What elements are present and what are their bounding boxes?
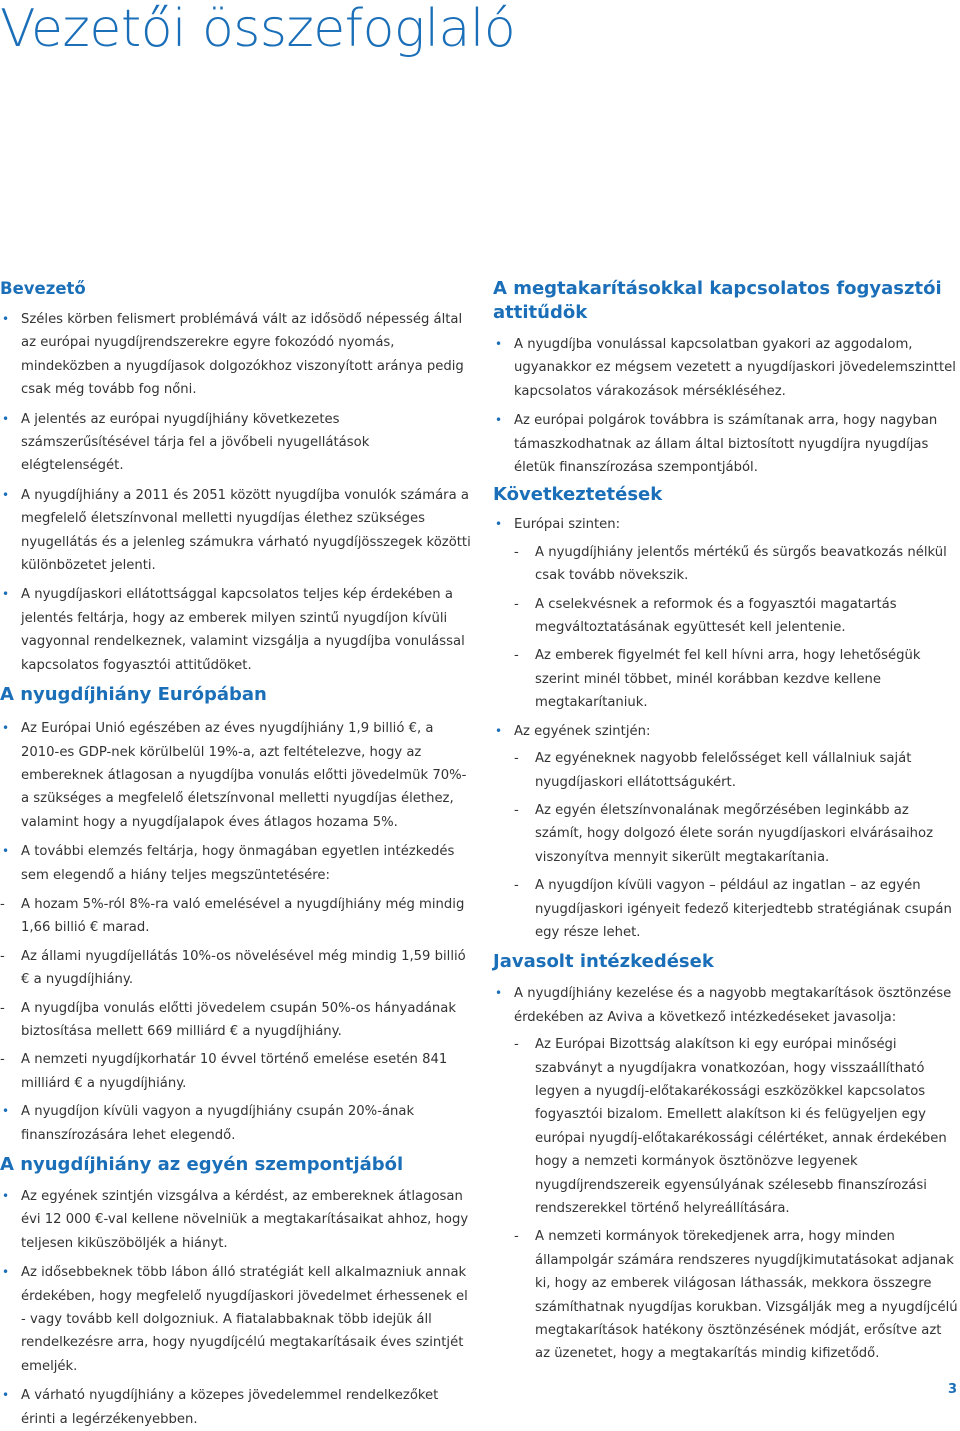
- page-number: 3: [947, 1382, 957, 1397]
- europa-list: [0, 717, 472, 1147]
- bullet-icon: •: [2, 487, 10, 502]
- right-column: [493, 277, 958, 1366]
- list-item: • Az idősebbeknek több lábon álló stratégiát kell alkalmazniuk annak érdekében, hogy megfelelő nyugdíjaskori jövedelmet érhessenek el - vagy tovább kell dolgozniuk. A fiatalabbaknak több idejük áll rendelkezésre arra, hogy nyugdíjcélú megtakarításaik éves szintjét emeljék.: [0, 1261, 472, 1378]
- sub-list-item: - A cselekvésnek a reformok és a fogyasztói magatartás megváltoztatásának együttesét kell jelentenie.: [514, 593, 958, 640]
- sub-list-item: - Az egyén életszínvonalának megőrzésében leginkább az számít, hogy dolgozó élete során nyugdíjaskori elvárásaihoz viszonyítva mennyit sikerült megtakarítania.: [514, 799, 958, 869]
- bullet-icon: •: [2, 1104, 10, 1119]
- dash-icon: -: [514, 596, 519, 612]
- list-item: • Az Európai Unió egészében az éves nyugdíjhiány 1,9 billió €, a 2010-es GDP-nek körülbelül 19%-a, azt feltételezve, hogy az embereknek átlagosan a nyugdíjba vonulás előtti jövedelmük 70%-a szükséges a megfelelő életszínvonal melletti nyugdíjas élethez, valamint hogy a nyugdíjalapok éves átlagos hozama 5%.: [0, 717, 472, 834]
- list-item: • A nyugdíjba vonulással kapcsolatban gyakori az aggodalom, ugyanakkor ez mégsem vezetett a nyugdíjaskori jövedelemszinttel kapcsolatos várakozások mérsékléséhez.: [493, 333, 958, 403]
- section-heading-egyen: A nyugdíjhiány az egyén szempontjából: [0, 1154, 404, 1175]
- bullet-icon: •: [2, 1189, 10, 1203]
- bullet-icon: •: [2, 587, 10, 602]
- sub-list-item: - A nyugdíjba vonulás előtti jövedelem csupán 50%-os hányadának biztosítása mellett 669 milliárd € a nyugdíjhiány.: [0, 997, 472, 1044]
- bullet-icon: •: [2, 721, 10, 736]
- sub-list-item: - Az Európai Bizottság alakítson ki egy európai minőségi szabványt a nyugdíjakra vonatkozóan, hogy visszaállítható legyen a nyugdíj-előtakarékossági eszközökkel kapcsolatos fogyasztói bizalom. Emellett alakítson ki és felügyeljen egy európai nyugdíj-előtakarékossági célértéket, annak érdekében hogy a nemzeti kormányok ösztönözve legyenek nyugdíjrendszereik egyensúlyának szélesebb finanszírozási rendszerekkel történő helyreállítására.: [514, 1033, 958, 1220]
- list-item: • A nyugdíjhiány a 2011 és 2051 között nyugdíjba vonulók számára a megfelelő életszínvonal melletti nyugdíjas élethez szükséges nyugellátás és a jelenleg számukra várható nyugdíjösszegek közötti különbözetet jelenti.: [0, 484, 472, 578]
- bullet-icon: •: [2, 1265, 10, 1280]
- dash-icon: -: [0, 896, 5, 912]
- dash-icon: -: [514, 802, 519, 818]
- sub-list-item: - A nemzeti nyugdíjkorhatár 10 évvel történő emelése esetén 841 milliárd € a nyugdíjhiány.: [0, 1048, 472, 1095]
- dash-icon: -: [514, 1037, 519, 1053]
- list-item: • A további elemzés feltárja, hogy önmagában egyetlen intézkedés sem elegendő a hiány teljes megszüntetésére: - A hozam 5%-ról 8%-ra való emelésével a nyugdíjhiány még mindig 1,66 billió € marad. - Az állami nyugdíjellátás 10%-os növelésével még mindig 1,59 billió € a nyugdíjhiány. - A nyugdíjba vonulás előtti jövedelem csupán 50%-os hányadának biztosítása mellett 669 milliárd € a nyugdíjhiány. - A nemzeti nyugdíjkorhatár 10 évvel történő emelése esetén 841 milliárd € a nyugdíjhiány.: [0, 840, 472, 1095]
- kovetkeztetesek-list: [493, 513, 958, 944]
- dash-icon: -: [514, 1229, 519, 1245]
- bullet-icon: •: [2, 312, 10, 326]
- list-item: • A nyugdíjaskori ellátottsággal kapcsolatos teljes kép érdekében a jelentés feltárja, hogy az emberek milyen szintű nyugdíjon kívüli vagyonnal rendelkeznek, valamint vizsgálja a nyugdíjba vonulással kapcsolatos fogyasztói attitűdöket.: [0, 583, 472, 677]
- section-heading-attitudes: A megtakarításokkal kapcsolatos fogyasztói attitűdök: [493, 278, 942, 323]
- left-column: [0, 277, 472, 1431]
- javasolt-sublist: [514, 1033, 958, 1366]
- bullet-icon: •: [495, 337, 503, 351]
- page-title: Vezetői összefoglaló: [0, 0, 516, 59]
- dash-icon: -: [0, 948, 5, 964]
- dash-icon: -: [514, 751, 519, 767]
- dash-icon: -: [514, 544, 519, 560]
- bullet-icon: •: [495, 723, 503, 738]
- bevezeto-list: [0, 308, 472, 677]
- list-item: • Európai szinten: - A nyugdíjhiány jelentős mértékű és sürgős beavatkozás nélkül csak tovább növekszik. - A cselekvésnek a reformok és a fogyasztói magatartás megváltoztatásának együttesét kell jelentenie. - Az emberek figyelmét fel kell hívni arra, hogy lehetőségük szerint minél többet, minél korábban kezdve kellene megtakarítaniuk.: [493, 513, 958, 714]
- dash-icon: -: [0, 1052, 5, 1068]
- list-item: • A nyugdíjon kívüli vagyon a nyugdíjhiány csupán 20%-ának finanszírozására lehet elegendő.: [0, 1100, 472, 1147]
- europa-sublist: [0, 893, 472, 1095]
- section-heading-europa: A nyugdíjhiány Európában: [0, 684, 267, 706]
- attitudes-list: [493, 333, 958, 479]
- list-item: • A várható nyugdíjhiány a közepes jövedelemmel rendelkezőket érinti a legérzékenyebben.: [0, 1384, 472, 1431]
- sub-list-item: - A nemzeti kormányok törekedjenek arra, hogy minden állampolgár számára rendszeres nyugdíjkimutatásokat adjanak ki, hogy az emberek világosan láthassák, mekkora összegre számíthatnak nyugdíjas korukban. Vizsgálják meg a nyugdíjcélú megtakarítások hatékony ösztönzésének módját, erősítve azt az üzenetet, hogy a megtakarítás mindig kifizetődő.: [514, 1225, 958, 1365]
- section-heading-kovetkeztetesek: Következtetések: [493, 484, 663, 506]
- sub-list-item: - Az állami nyugdíjellátás 10%-os növelésével még mindig 1,59 billió € a nyugdíjhiány.: [0, 945, 472, 992]
- bullet-icon: •: [2, 844, 10, 859]
- sub-list-item: - Az emberek figyelmét fel kell hívni arra, hogy lehetőségük szerint minél többet, minél korábban kezdve kellene megtakarítaniuk.: [514, 644, 958, 714]
- sub-list-item: - A hozam 5%-ról 8%-ra való emelésével a nyugdíjhiány még mindig 1,66 billió € marad.: [0, 893, 472, 940]
- list-item: • A nyugdíjhiány kezelése és a nagyobb megtakarítások ösztönzése érdekében az Aviva a következő intézkedéseket javasolja: - Az Európai Bizottság alakítson ki egy európai minőségi szabványt a nyugdíjakra vonatkozóan, hogy visszaállítható legyen a nyugdíj-előtakarékossági eszközökkel kapcsolatos fogyasztói bizalom. Emellett alakítson ki és felügyeljen egy európai nyugdíj-előtakarékossági célértéket, annak érdekében hogy a nemzeti kormányok ösztönözve legyenek nyugdíjrendszereik egyensúlyának szélesebb finanszírozási rendszerekkel történő helyreállítására. - A nemzeti kormányok törekedjenek arra, hogy minden állampolgár számára rendszeres nyugdíjkimutatásokat adjanak ki, hogy az emberek világosan láthassák, mekkora összegre számíthatnak nyugdíjas korukban. Vizsgálják meg a nyugdíjcélú megtakarítások hatékony ösztönzésének módját, erősítve azt az üzenetet, hogy a megtakarítás mindig kifizetődő.: [493, 982, 958, 1366]
- kovetkeztetesek-sublist-1: [514, 541, 958, 715]
- sub-list-item: - A nyugdíjon kívüli vagyon – például az ingatlan – az egyén nyugdíjaskori igényeit fedező kiterjedtebb stratégiának csupán egy része lehet.: [514, 874, 958, 944]
- section-heading-bevezeto: Bevezető: [0, 279, 86, 298]
- dash-icon: -: [514, 878, 519, 894]
- bullet-icon: •: [2, 1388, 10, 1403]
- list-item: • Az egyének szintjén: - Az egyéneknek nagyobb felelősséget kell vállalniuk saját nyugdíjaskori ellátottságukért. - Az egyén életszínvonalának megőrzésében leginkább az számít, hogy dolgozó élete során nyugdíjaskori elvárásaihoz viszonyítva mennyit sikerült megtakarítania. - A nyugdíjon kívüli vagyon – például az ingatlan – az egyén nyugdíjaskori igényeit fedező kiterjedtebb stratégiának csupán egy része lehet.: [493, 720, 958, 945]
- bullet-icon: •: [495, 517, 503, 532]
- list-item: • Az egyének szintjén vizsgálva a kérdést, az embereknek átlagosan évi 12 000 €-val kellene növelniük a megtakarításaikat ahhoz, hogy teljesen kiküszöböljék a hiányt.: [0, 1185, 472, 1255]
- list-item: • A jelentés az európai nyugdíjhiány következetes számszerűsítésével tárja fel a jövőbeli nyugellátások elégtelenségét.: [0, 408, 472, 478]
- dash-icon: -: [0, 1000, 5, 1016]
- dash-icon: -: [514, 648, 519, 664]
- sub-list-item: - Az egyéneknek nagyobb felelősséget kell vállalniuk saját nyugdíjaskori ellátottságukért.: [514, 747, 958, 794]
- egyen-list: [0, 1185, 472, 1431]
- section-heading-javasolt: Javasolt intézkedések: [493, 951, 714, 973]
- list-item: • Széles körben felismert problémává vált az idősödő népesség által az európai nyugdíjrendszerekre egyre fokozódó nyomás, mindeközben a nyugdíjasok dolgozókhoz viszonyított aránya pedig csak még tovább fog nőni.: [0, 308, 472, 402]
- bullet-icon: •: [495, 413, 503, 428]
- javasolt-list: [493, 982, 958, 1366]
- bullet-icon: •: [495, 986, 503, 1001]
- bullet-icon: •: [2, 411, 10, 426]
- sub-list-item: - A nyugdíjhiány jelentős mértékű és sürgős beavatkozás nélkül csak tovább növekszik.: [514, 541, 958, 588]
- kovetkeztetesek-sublist-2: [514, 747, 958, 944]
- list-item: • Az európai polgárok továbbra is számítanak arra, hogy nagyban támaszkodhatnak az állam által biztosított nyugdíjra nyugdíjas életük finanszírozása szempontjából.: [493, 409, 958, 479]
